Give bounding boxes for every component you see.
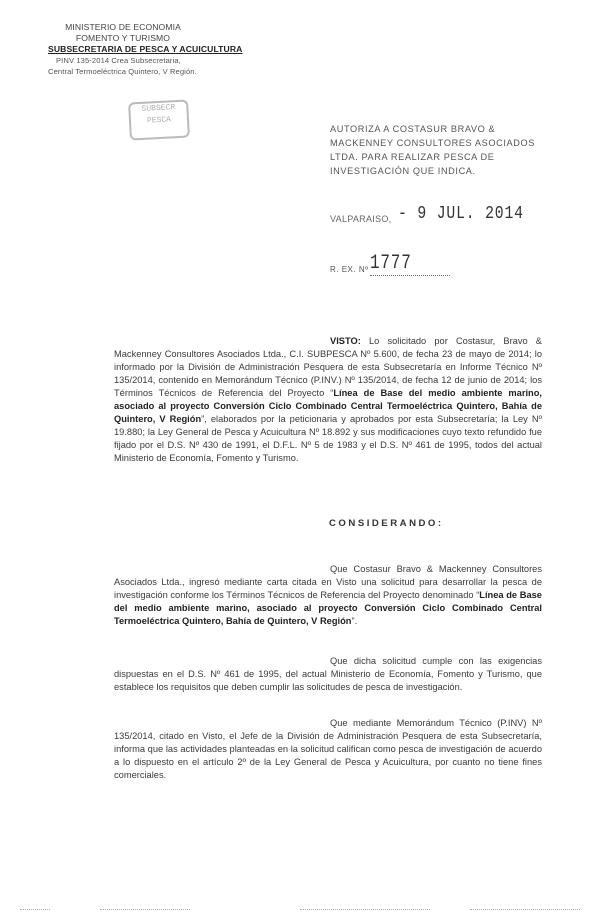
place-label: VALPARAISO, (330, 214, 392, 224)
resolution-label: R. EX. Nº (330, 265, 369, 274)
page-footer-artifact (0, 905, 600, 915)
resolution-number: 1777 (370, 252, 412, 275)
c1-project-name: Línea de Base del medio ambiente marino, asociado al proyecto Conversión Ciclo Combinado Central Termoeléctrica Quintero, Bahía de Quintero, V Región (114, 590, 542, 626)
reference-project: Central Termoeléctrica Quintero, V Región. (48, 67, 197, 76)
scan-mark (300, 909, 430, 911)
scan-mark (100, 909, 190, 911)
considerando-paragraph-1 (114, 563, 542, 628)
considerando-paragraph-2: Que dicha solicitud cumple con las exigencias dispuestas en el D.S. Nº 461 de 1995, del actual Ministerio de Economía, Fomento y Turismo, que establece los requisitos que deben cumplir las solicitudes de pesca de investigación. (114, 656, 542, 692)
stamp-line: PESCA (146, 115, 172, 126)
stamp-line: SUBSECR (141, 103, 176, 114)
visto-project-name: Línea de Base del medio ambiente marino, asociado al proyecto Conversión Ciclo Combinado Central Termoeléctrica Quintero, Bahía de Quintero, V Región (114, 388, 542, 424)
stamped-date: - 9 JUL. 2014 (398, 204, 524, 224)
scan-mark (470, 909, 580, 911)
reference-code: PINV 135-2014 Crea Subsecretaria, (56, 56, 181, 65)
c1-text-2: ”. (351, 616, 358, 626)
visto-paragraph (114, 335, 542, 465)
ministry-subtitle: FOMENTO Y TURISMO (75, 33, 171, 43)
visto-text-1: Lo solicitado por Costasur, Bravo & Mackenney Consultores Asociados Ltda., C.I. SUBPESCA Nº 5.600, de fecha 23 de mayo de 2014; lo informado por la División de Administración Pesquera de esta Subsecretaría en Informe Técnico Nº 135/2014, contenido en Memorándum Técnico (P.INV.) Nº 135/2014, de fecha 12 de junio de 2014; los Términos Técnicos de Referencia del Proyecto “ (114, 336, 542, 398)
office-stamp (128, 99, 190, 140)
considerando-heading: CONSIDERANDO: (329, 518, 444, 529)
scan-mark (20, 909, 50, 911)
c1-text-1: Que Costasur Bravo & Mackenney Consultores Asociados Ltda., ingresó mediante carta citada en Visto una solicitud para desarrollar la pesca de investigación conforme los Términos Técnicos de Referencia del Proyecto denominado “ (114, 564, 542, 600)
considerando-paragraph-3: Que mediante Memorándum Técnico (P.INV) Nº 135/2014, citado en Visto, el Jefe de la División de Administración Pesquera de esta Subsecretaría, informa que las actividades planteadas en la solicitud califican como pesca de investigación de acuerdo a lo dispuesto en el artículo 2º de la Ley General de Pesca y Acuicultura, por cuanto no tiene fines comerciales. (114, 718, 542, 780)
letterhead (48, 22, 248, 77)
subsecretaria-name: SUBSECRETARIA DE PESCA Y ACUICULTURA (48, 44, 243, 54)
resolution-underline (370, 275, 450, 276)
visto-label: VISTO: (330, 336, 361, 346)
ministry-name: MINISTERIO DE ECONOMIA (65, 22, 181, 32)
document-subject: AUTORIZA A COSTASUR BRAVO & MACKENNEY CONSULTORES ASOCIADOS LTDA. PARA REALIZAR PESCA DE INVESTIGACIÓN QUE INDICA. (330, 124, 535, 176)
visto-text-2: ”, elaborados por la peticionaria y aprobados por esta Subsecretaría; la Ley Nº 19.880; la Ley General de Pesca y Acuicultura Nº 18.892 y sus modificaciones cuyo texto refundido fue fijado por el D.S. Nº 430 de 1991, el D.F.L. Nº 5 de 1983 y el D.S. Nº 461 de 1995, todos del actual Ministerio de Economía, Fomento y Turismo. (114, 414, 542, 463)
